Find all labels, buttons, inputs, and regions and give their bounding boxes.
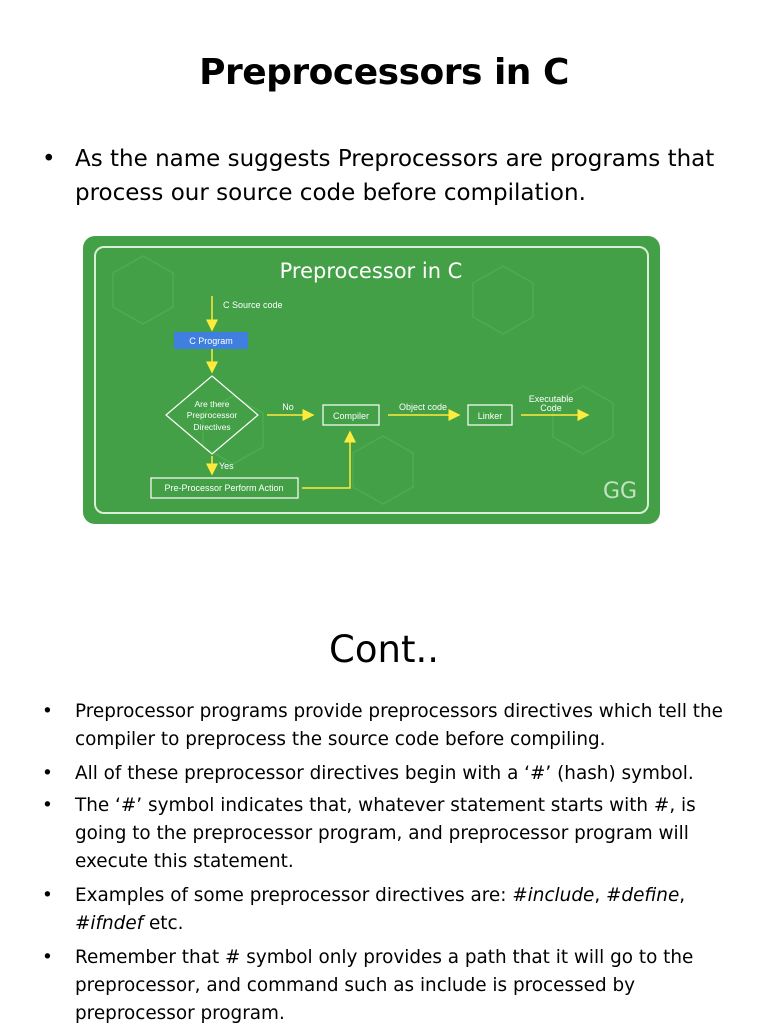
decision-line-2: Preprocessor — [186, 410, 238, 420]
separator: , — [679, 885, 686, 906]
bullet-item-examples — [42, 882, 742, 938]
executable-label-2: Code — [540, 403, 562, 413]
slide-title: Preprocessors in C — [199, 52, 569, 93]
ifndef-directive: #ifndef — [75, 913, 144, 934]
linker-label: Linker — [477, 411, 503, 421]
include-directive: #include — [512, 885, 595, 906]
decision-line-1: Are there — [194, 399, 230, 409]
executable-label-1: Executable — [528, 394, 574, 404]
decision-line-3: Directives — [193, 422, 231, 432]
c-program-label: C Program — [189, 336, 233, 346]
source-label: C Source code — [223, 300, 283, 310]
bullet-list-cont — [42, 698, 742, 1024]
diagram-title: Preprocessor in C — [279, 259, 463, 283]
no-label: No — [282, 402, 294, 412]
bullet-item: • As the name suggests Preprocessors are programs that process our source code before compilation. — [42, 142, 732, 210]
object-code-label: Object code — [398, 402, 448, 412]
yes-label: Yes — [219, 461, 234, 471]
bullet-list — [42, 142, 732, 210]
bullet-item: • The ‘#’ symbol indicates that, whatever statement starts with #, is going to the preprocessor program, and preprocessor program will execute this statement. — [42, 792, 742, 876]
compiler-label: Compiler — [332, 411, 370, 421]
slide-title-cont: Cont.. — [329, 628, 439, 671]
examples-suffix: etc. — [143, 913, 184, 934]
examples-prefix: Examples of some preprocessor directives are: — [75, 885, 513, 906]
separator: , — [594, 885, 607, 906]
bullet-item: • Remember that # symbol only provides a path that it will go to the preprocessor, and command such as include is processed by preprocessor program. — [42, 944, 742, 1024]
bullet-item: • All of these preprocessor directives begin with a ‘#’ (hash) symbol. — [42, 760, 742, 788]
preprocessor-action-label: Pre-Processor Perform Action — [164, 483, 284, 493]
gfg-logo: GG — [602, 479, 638, 504]
bullet-item: • Preprocessor programs provide preprocessors directives which tell the compiler to preprocess the source code before compiling. — [42, 698, 742, 754]
preprocessor-diagram — [83, 236, 660, 524]
define-directive: #define — [606, 885, 680, 906]
